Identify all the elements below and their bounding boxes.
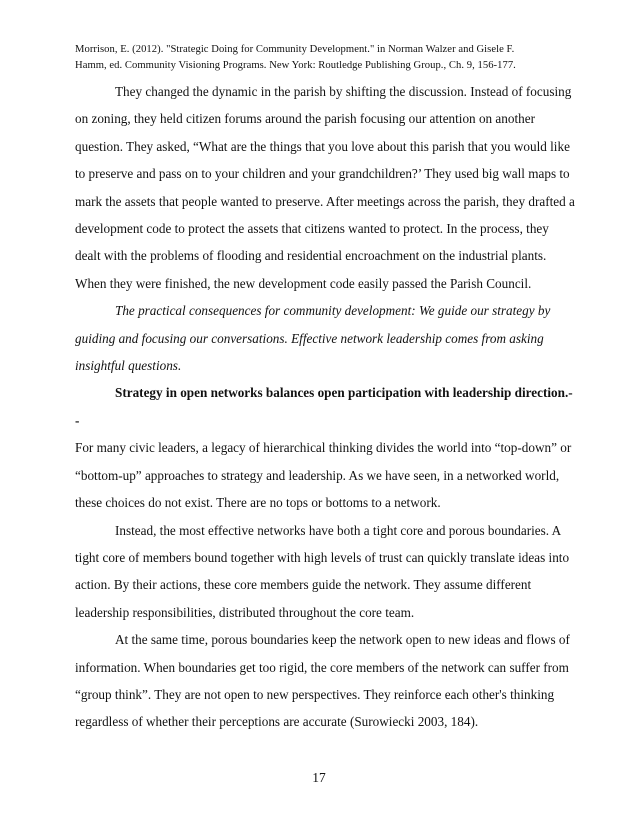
- paragraph-tight-core: Instead, the most effective networks have both a tight core and porous boundaries. A tight core of members bound together with high levels of trust can quickly translate ideas into action. By their actions, these core members guide the network. They assume different leadership responsibilities, distributed throughout the core team.: [75, 522, 570, 620]
- citation-line-1: Morrison, E. (2012). "Strategic Doing for Community Development." in Norman Walzer and Gisele F.: [75, 44, 515, 55]
- paragraph-porous-boundaries: At the same time, porous boundaries keep the network open to new ideas and flows of information. When boundaries get too rigid, the core members of the network can suffer from “group think”. They are not open to new perspectives. They reinforce each other's thinking regardless of whether their perceptions are accurate (Surowiecki 2003, 184).: [75, 632, 570, 730]
- paragraph-hierarchical-thinking: For many civic leaders, a legacy of hierarchical thinking divides the world into “top-down” or “bottom-up” approaches to strategy and leadership. As we have seen, in a networked world, these choices do not exist. There are no tops or bottoms to a network.: [75, 440, 572, 511]
- citation-header: [75, 42, 575, 74]
- paragraph-heading-strategy: Strategy in open networks balances open participation with leadership direction.--: [75, 385, 573, 428]
- paragraph-practical-consequences: The practical consequences for community development: We guide our strategy by guiding and focusing our conversations. Effective network leadership comes from asking insightful questions.: [75, 303, 551, 374]
- citation-line-2: Hamm, ed. Community Visioning Programs. New York: Routledge Publishing Group., Ch. 9, 156-177.: [75, 60, 516, 71]
- paragraph-parish-dynamic: They changed the dynamic in the parish by shifting the discussion. Instead of focusing on zoning, they held citizen forums around the parish focusing our attention on another question. They asked, “What are the things that you love about this parish that you would like to preserve and pass on to your children and your grandchildren?’ They used big wall maps to mark the assets that people wanted to preserve. After meetings across the parish, they drafted a development code to protect the assets that citizens wanted to protect. In the process, they dealt with the problems of flooding and residential encroachment on the industrial plants. When they were finished, the new development code easily passed the Parish Council.: [75, 84, 575, 291]
- page-number: 17: [312, 770, 326, 785]
- body-text: [75, 78, 577, 736]
- paragraph-open-networks: [75, 379, 577, 516]
